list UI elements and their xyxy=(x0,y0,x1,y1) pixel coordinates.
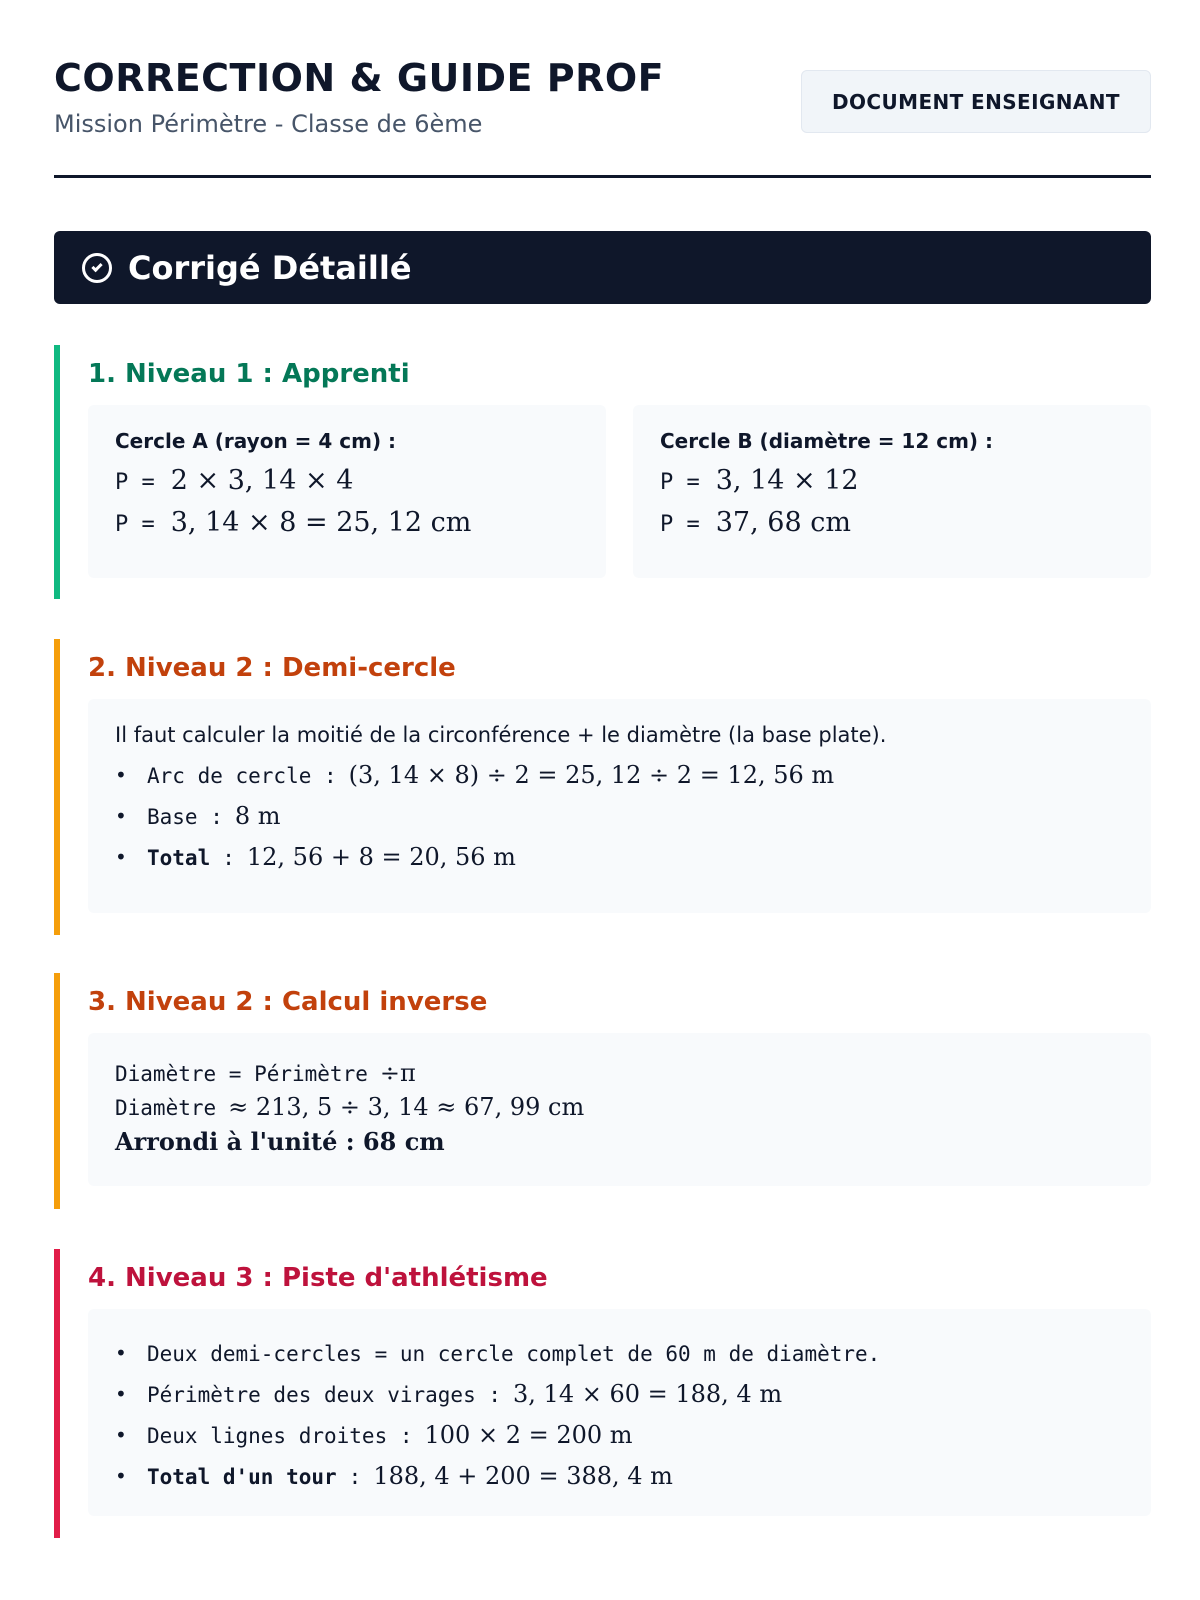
formula-expression: 3, 14 × 12 xyxy=(715,465,859,496)
item-label: Périmètre des deux virages : xyxy=(147,1383,502,1407)
item-label: Base : xyxy=(147,805,223,829)
section-level-3-track xyxy=(54,1249,1151,1538)
item-label: Deux demi-cercles = un cercle complet de 60 m de diamètre. xyxy=(147,1342,881,1366)
solution-box xyxy=(88,1033,1151,1186)
page-title: CORRECTION & GUIDE PROF xyxy=(54,56,665,100)
list-item xyxy=(115,1456,1124,1497)
circle-a-card xyxy=(88,405,606,578)
formula-label: P = xyxy=(115,470,155,495)
solution-box xyxy=(88,1309,1151,1516)
formula-expression: 37, 68 cm xyxy=(715,507,851,538)
section-title: 2. Niveau 2 : Demi-cercle xyxy=(88,653,456,683)
section-level-1 xyxy=(54,345,1151,599)
list-item xyxy=(115,796,1124,837)
solution-list xyxy=(115,1333,1124,1497)
item-separator: : xyxy=(348,1465,362,1489)
list-item xyxy=(115,1333,1124,1374)
list-item xyxy=(115,755,1124,796)
item-expression: 188, 4 + 200 = 388, 4 m xyxy=(373,1462,673,1490)
circle-b-card xyxy=(633,405,1151,578)
formula-line xyxy=(115,1057,1124,1091)
formula-label: P = xyxy=(660,470,700,495)
section-title: 1. Niveau 1 : Apprenti xyxy=(88,359,410,389)
item-label: Total d'un tour xyxy=(147,1465,337,1489)
list-item xyxy=(115,1415,1124,1456)
solution-list xyxy=(115,755,1124,878)
formula-line xyxy=(660,461,1124,503)
section-level-2-semicircle xyxy=(54,639,1151,935)
item-expression: (3, 14 × 8) ÷ 2 = 25, 12 ÷ 2 = 12, 56 m xyxy=(348,761,835,789)
section-intro: Il faut calculer la moitié de la circonférence + le diamètre (la base plate). xyxy=(115,723,887,747)
item-expression: 3, 14 × 60 = 188, 4 m xyxy=(513,1380,783,1408)
section-level-2-inverse xyxy=(54,973,1151,1209)
page-header xyxy=(54,56,1151,178)
banner-title: Corrigé Détaillé xyxy=(128,248,412,287)
formula-label: P = xyxy=(660,512,700,537)
rounded-result: Arrondi à l'unité : 68 cm xyxy=(115,1127,445,1156)
formula-label: Diamètre = Périmètre xyxy=(115,1062,368,1086)
formula-line xyxy=(115,503,579,545)
formula-expression: 2 × 3, 14 × 4 xyxy=(170,465,354,496)
card-title: Cercle B (diamètre = 12 cm) : xyxy=(660,429,994,453)
formula-label: P = xyxy=(115,512,155,537)
formula-expression: ≈ 213, 5 ÷ 3, 14 ≈ 67, 99 cm xyxy=(228,1093,585,1121)
page-subtitle: Mission Périmètre - Classe de 6ème xyxy=(54,110,483,138)
document-badge: DOCUMENT ENSEIGNANT xyxy=(801,70,1151,133)
formula-label: Diamètre xyxy=(115,1096,217,1120)
check-circle-icon xyxy=(82,253,112,283)
item-separator: : xyxy=(222,846,235,870)
formula-line xyxy=(660,503,1124,545)
item-label: Total xyxy=(147,846,211,870)
item-expression: 12, 56 + 8 = 20, 56 m xyxy=(246,843,516,871)
section-title: 3. Niveau 2 : Calcul inverse xyxy=(88,987,488,1017)
list-item xyxy=(115,1374,1124,1415)
item-label: Arc de cercle : xyxy=(147,764,337,788)
formula-expression: 3, 14 × 8 = 25, 12 cm xyxy=(170,507,472,538)
formula-line xyxy=(115,461,579,503)
item-expression: 100 × 2 = 200 m xyxy=(424,1421,633,1449)
section-title: 4. Niveau 3 : Piste d'athlétisme xyxy=(88,1263,548,1293)
item-expression: 8 m xyxy=(234,802,281,830)
card-title: Cercle A (rayon = 4 cm) : xyxy=(115,429,397,453)
solution-box xyxy=(88,699,1151,913)
item-label: Deux lignes droites : xyxy=(147,1424,413,1448)
formula-line xyxy=(115,1091,1124,1125)
list-item xyxy=(115,837,1124,878)
section-banner xyxy=(54,231,1151,304)
formula-expression: ÷π xyxy=(379,1059,416,1087)
